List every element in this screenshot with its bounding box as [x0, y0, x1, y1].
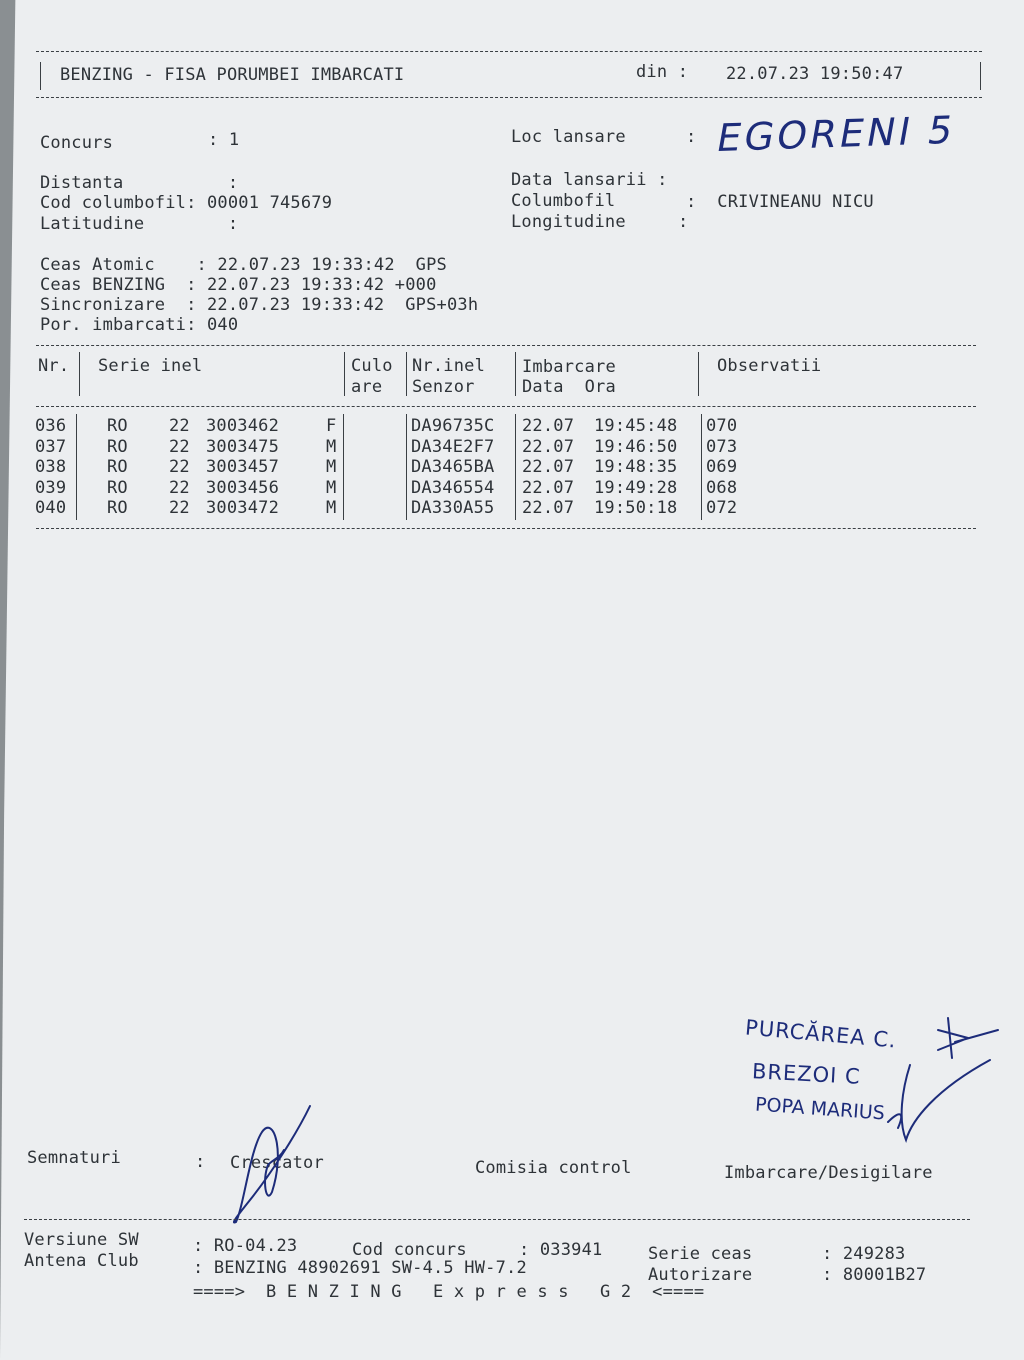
sincronizare-field: Sincronizare : 22.07.23 19:33:42 GPS+03h	[40, 295, 479, 315]
cell-year: 22	[169, 498, 190, 518]
handwritten-name: PURCĂREA C.	[744, 1015, 898, 1053]
cell-sensor: DA3465BA	[411, 457, 495, 477]
autorizare-value: : 80001B27	[822, 1265, 927, 1285]
cell-date: 22.07	[522, 416, 575, 436]
cell-observatii: 070	[706, 416, 738, 436]
document-title: BENZING - FISA PORUMBEI IMBARCATI	[60, 65, 405, 85]
antena-club-value: : BENZING 48902691 SW-4.5 HW-7.2	[193, 1258, 527, 1278]
col-header-data-ora: Data Ora	[522, 377, 616, 397]
cell-country: RO	[107, 477, 128, 498]
cell-country: RO	[107, 436, 128, 457]
commission-signature	[888, 1018, 998, 1140]
cell-nr: 036	[35, 416, 67, 436]
col-header-imbarcare: Imbarcare	[522, 357, 616, 377]
cell-ring-number: 3003457	[206, 457, 280, 477]
ceas-atomic-field: Ceas Atomic : 22.07.23 19:33:42 GPS	[40, 255, 447, 275]
semnaturi-label: Semnaturi	[27, 1148, 121, 1168]
loc-lansare-colon: :	[686, 127, 697, 147]
col-header-culo: Culo	[351, 356, 393, 376]
col-header-senzor: Senzor	[412, 377, 475, 397]
cell-date: 22.07	[522, 436, 575, 457]
cell-date: 22.07	[522, 498, 575, 518]
cell-nr: 040	[35, 498, 67, 518]
col-header-observatii: Observatii	[717, 356, 822, 376]
columbofil-label: Columbofil	[511, 191, 616, 211]
cell-country: RO	[107, 498, 128, 518]
comisia-control-label: Comisia control	[475, 1158, 632, 1178]
longitudine-field: Longitudine :	[511, 212, 689, 232]
cell-ring-number: 3003456	[206, 477, 280, 498]
din-timestamp: 22.07.23 19:50:47	[726, 64, 904, 84]
cell-year: 22	[169, 436, 190, 457]
ceas-benzing-field: Ceas BENZING : 22.07.23 19:33:42 +000	[40, 275, 437, 295]
cell-sex: M	[326, 498, 337, 518]
concurs-label: Concurs	[40, 133, 114, 153]
versiune-sw-value: : RO-04.23	[193, 1236, 298, 1256]
footer-top-border	[24, 1219, 970, 1220]
cell-time: 19:46:50	[594, 436, 678, 457]
cell-observatii: 073	[706, 436, 738, 457]
autorizare-label: Autorizare	[648, 1265, 753, 1285]
serie-ceas-label: Serie ceas	[648, 1244, 753, 1264]
col-header-are: are	[351, 377, 383, 397]
cell-date: 22.07	[522, 457, 575, 477]
latitudine-field: Latitudine :	[40, 214, 239, 234]
cell-sex: M	[326, 457, 337, 477]
imbarcare-desigilare-label: Imbarcare/Desigilare	[724, 1163, 933, 1183]
cell-sensor: DA330A55	[411, 498, 495, 518]
cell-sex: M	[326, 436, 337, 457]
cell-observatii: 068	[706, 477, 738, 498]
versiune-sw-label: Versiune SW	[24, 1230, 139, 1250]
cod-concurs-field: Cod concurs : 033941	[352, 1240, 603, 1260]
handwritten-name: BREZOI C	[751, 1059, 862, 1089]
cell-year: 22	[169, 416, 190, 436]
cell-year: 22	[169, 457, 190, 477]
serie-ceas-value: : 249283	[822, 1244, 906, 1264]
din-label: din :	[636, 62, 689, 82]
loc-lansare-label: Loc lansare	[511, 127, 626, 147]
cell-year: 22	[169, 477, 190, 498]
loc-lansare-value: EGORENI 5	[713, 107, 960, 161]
cell-observatii: 072	[706, 498, 738, 518]
col-header-serie-inel: Serie inel	[98, 356, 203, 376]
distanta-field: Distanta :	[40, 173, 239, 193]
antena-club-label: Antena Club	[24, 1251, 139, 1271]
por-imbarcati-field: Por. imbarcati: 040	[40, 315, 239, 335]
benzing-express-banner: ====> B E N Z I N G E x p r e s s G 2 <====	[193, 1282, 705, 1302]
col-header-nr-inel: Nr.inel	[412, 356, 486, 376]
cell-country: RO	[107, 416, 128, 436]
col-header-nr: Nr.	[38, 356, 70, 376]
cell-ring-number: 3003472	[206, 498, 280, 518]
cell-nr: 039	[35, 477, 67, 498]
semnaturi-colon: :	[195, 1152, 206, 1172]
cell-date: 22.07	[522, 477, 575, 498]
cell-ring-number: 3003462	[206, 416, 280, 436]
cell-nr: 037	[35, 436, 67, 457]
cell-observatii: 069	[706, 457, 738, 477]
cell-sex: M	[326, 477, 337, 498]
cell-sensor: DA96735C	[411, 416, 495, 436]
cell-time: 19:49:28	[594, 477, 678, 498]
handwritten-name: POPA MARIUS	[754, 1093, 886, 1125]
cell-ring-number: 3003475	[206, 436, 280, 457]
data-lansarii-field: Data lansarii :	[511, 170, 668, 190]
cell-time: 19:48:35	[594, 457, 678, 477]
cell-sex: F	[326, 416, 337, 436]
cell-time: 19:50:18	[594, 498, 678, 518]
cell-time: 19:45:48	[594, 416, 678, 436]
cell-sensor: DA34E2F7	[411, 436, 495, 457]
cell-country: RO	[107, 457, 128, 477]
concurs-value: : 1	[208, 130, 240, 150]
crescator-signature	[234, 1106, 310, 1223]
crescator-label: Crescator	[230, 1153, 324, 1173]
cell-sensor: DA346554	[411, 477, 495, 498]
cell-nr: 038	[35, 457, 67, 477]
cod-columbofil-field: Cod columbofil: 00001 745679	[40, 193, 333, 213]
columbofil-value: : CRIVINEANU NICU	[686, 192, 874, 212]
